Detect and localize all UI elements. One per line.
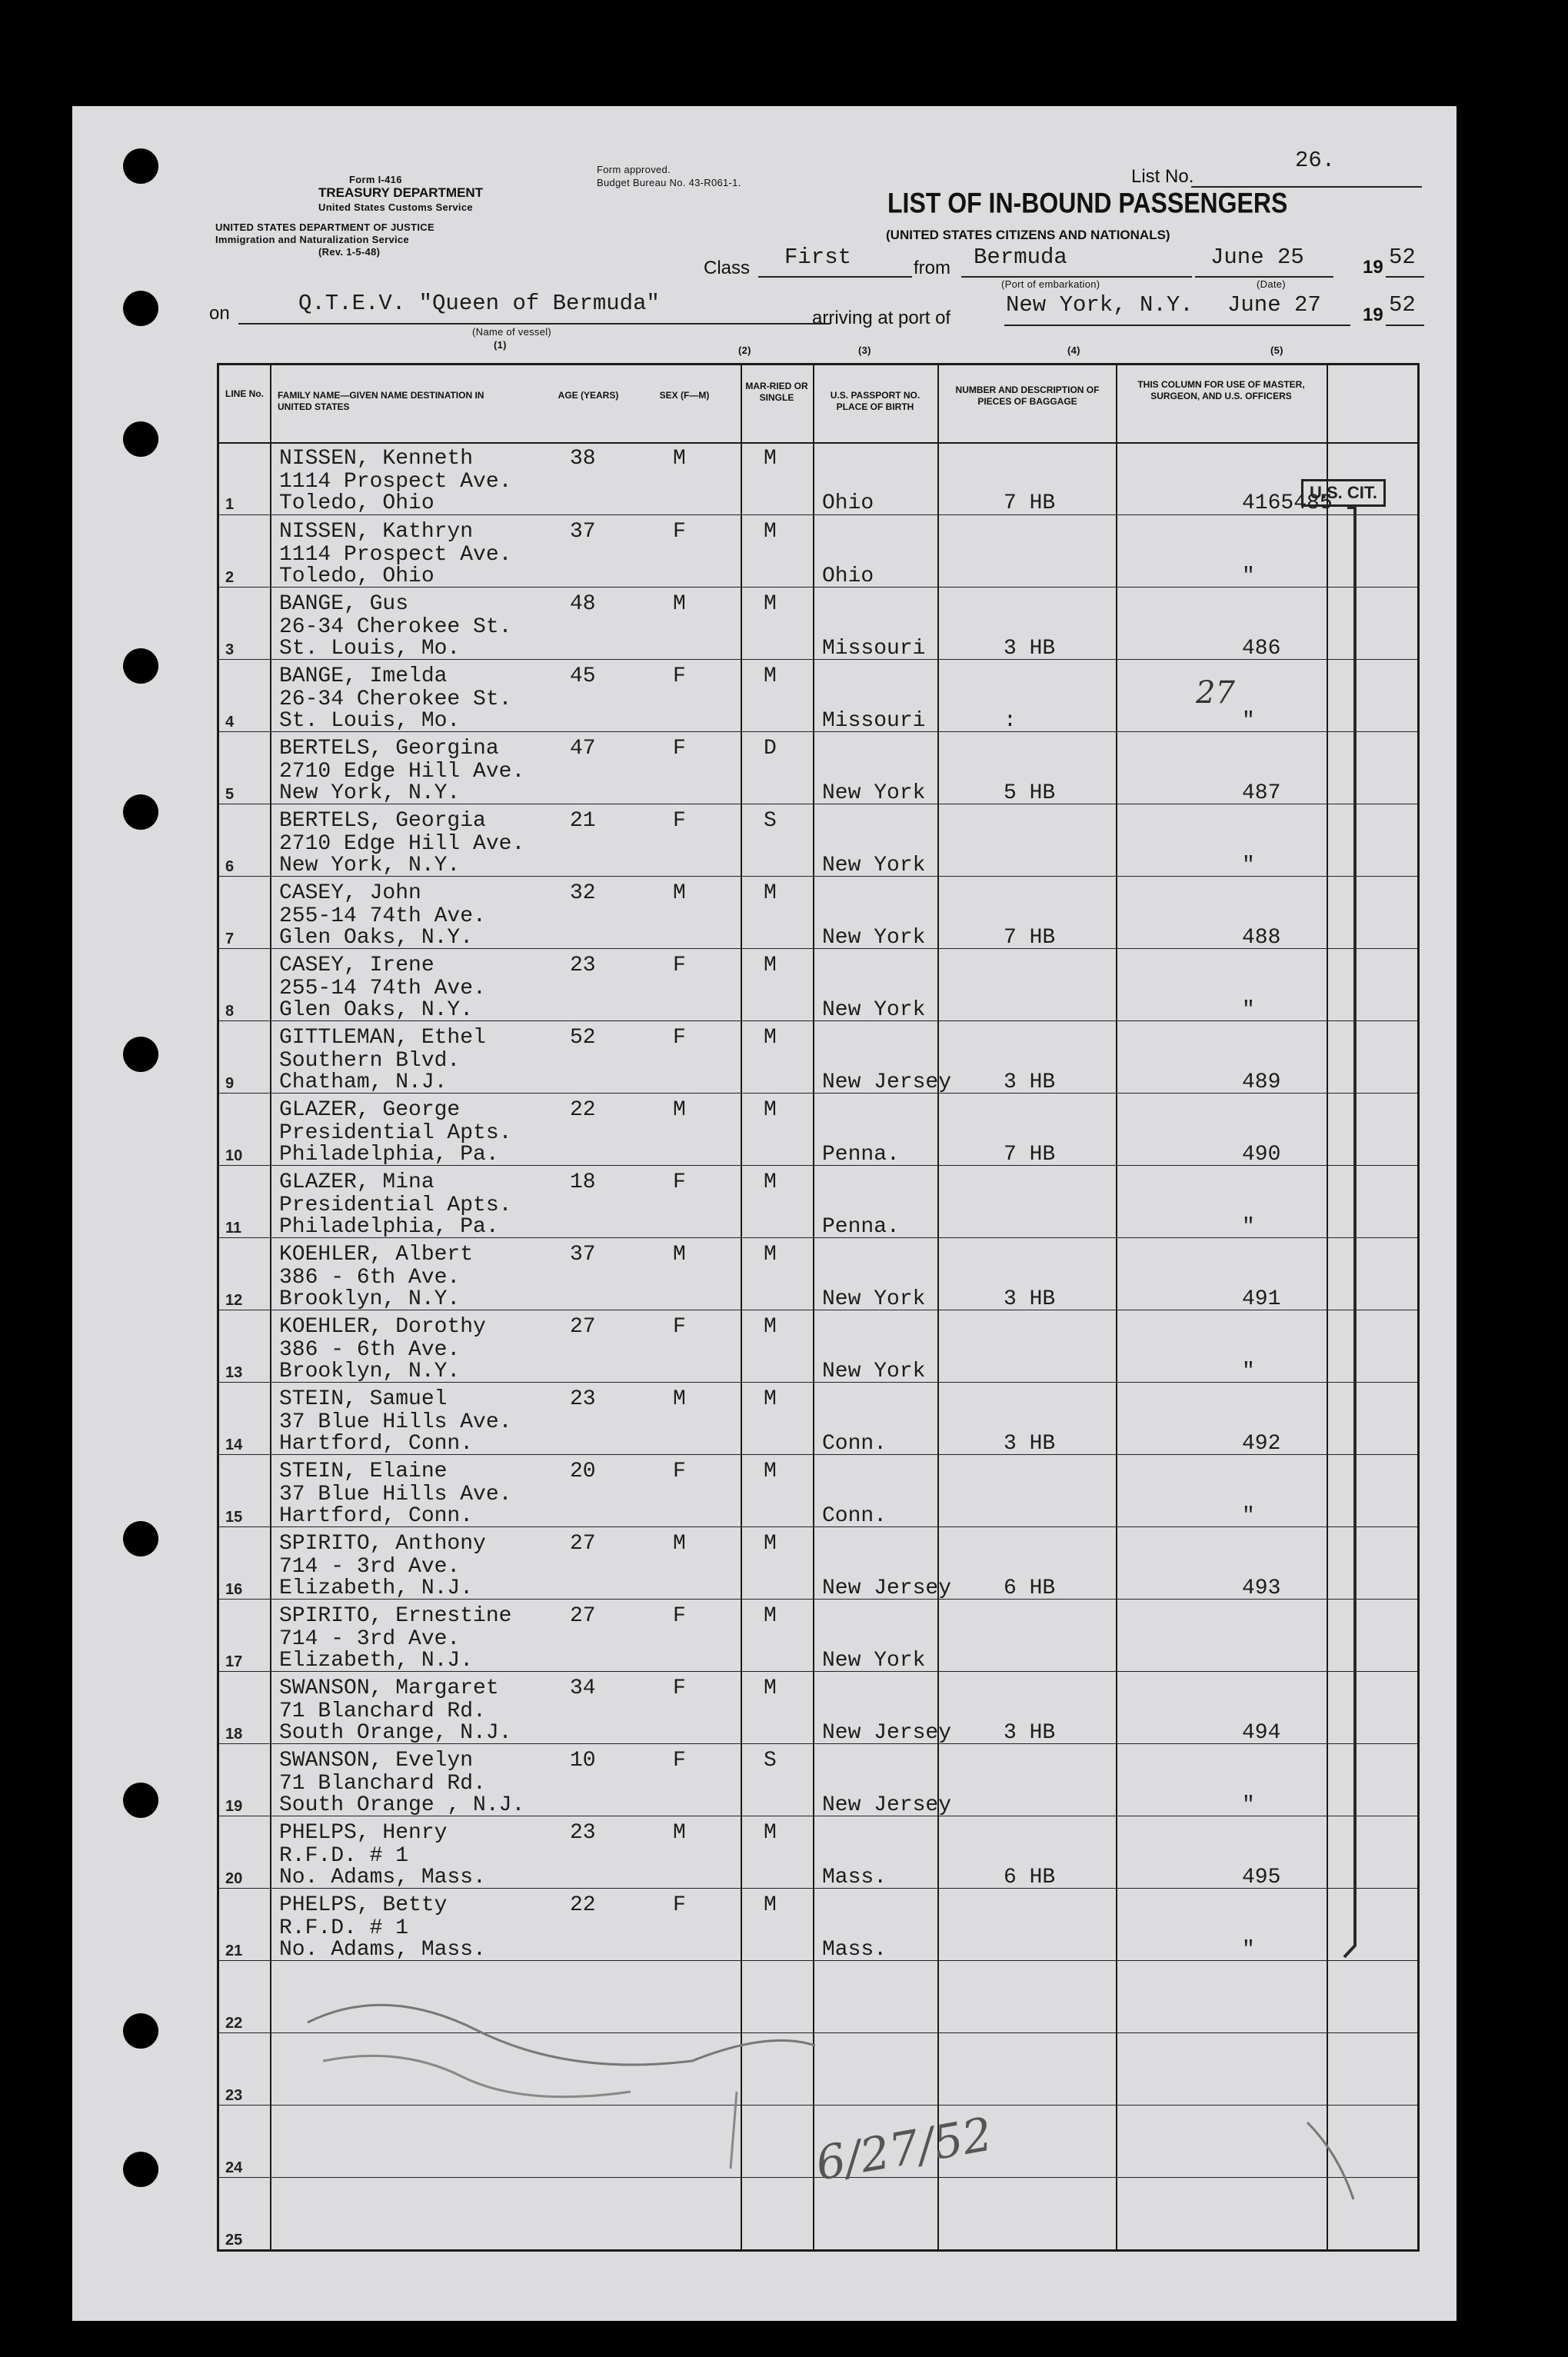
place-of-birth: Ohio	[822, 491, 874, 515]
passenger-age: 22	[570, 1098, 596, 1122]
line-number: 23	[225, 2087, 243, 2104]
officer-number: 493	[1242, 1576, 1281, 1600]
passenger-city: Chatham, N.J.	[279, 1070, 448, 1094]
passenger-name: BANGE, Imelda	[279, 664, 448, 688]
line-number: 4	[225, 714, 235, 731]
col-header-sex: SEX (F—M)	[659, 390, 710, 401]
marital-status: M	[764, 1893, 777, 1917]
passenger-sex: F	[673, 1315, 686, 1339]
arrival-year: 52	[1389, 292, 1416, 318]
place-of-birth: New York	[822, 1649, 926, 1673]
passenger-age: 48	[570, 592, 596, 616]
passenger-age: 23	[570, 1387, 596, 1411]
officer-number: 4165485	[1242, 491, 1333, 515]
line-number: 18	[225, 1726, 243, 1743]
marital-status: S	[764, 809, 777, 833]
table-row	[219, 587, 1417, 660]
passenger-address: 26-34 Cherokee St.	[279, 615, 512, 639]
marital-status: M	[764, 954, 777, 977]
passenger-address: 71 Blanchard Rd.	[279, 1772, 486, 1796]
vessel-name: Q.T.E.V. "Queen of Bermuda"	[298, 291, 660, 316]
passenger-address: 714 - 3rd Ave.	[279, 1627, 461, 1651]
col5-number: (5)	[1270, 345, 1283, 356]
line-number: 22	[225, 2015, 243, 2032]
passenger-age: 37	[570, 520, 596, 544]
passenger-address: 2710 Edge Hill Ave.	[279, 760, 525, 784]
passenger-city: Hartford, Conn.	[279, 1504, 474, 1528]
passenger-address: 71 Blanchard Rd.	[279, 1700, 486, 1723]
baggage: 7 HB	[1004, 1143, 1056, 1167]
passenger-city: Brooklyn, N.Y.	[279, 1287, 461, 1311]
baggage: 3 HB	[1004, 637, 1056, 661]
passenger-city: Philadelphia, Pa.	[279, 1215, 499, 1239]
table-row	[219, 2032, 1417, 2106]
officer-number: "	[1242, 1938, 1255, 1962]
form-title: LIST OF IN-BOUND PASSENGERS	[887, 187, 1288, 219]
customs-service: United States Customs Service	[318, 201, 473, 213]
marital-status: S	[764, 1749, 777, 1773]
baggage: :	[1004, 709, 1017, 733]
place-of-birth: New York	[822, 1360, 926, 1383]
form-subtitle: (UNITED STATES CITIZENS AND NATIONALS)	[886, 228, 1170, 242]
passenger-age: 22	[570, 1893, 596, 1917]
passenger-age: 23	[570, 954, 596, 977]
table-row	[219, 1093, 1417, 1166]
officer-number: 487	[1242, 781, 1281, 805]
officer-number: "	[1242, 1360, 1255, 1383]
table-row	[219, 1020, 1417, 1094]
officer-number: 491	[1242, 1287, 1281, 1311]
place-of-birth: Missouri	[822, 709, 926, 733]
passenger-age: 52	[570, 1026, 596, 1050]
officer-number: "	[1242, 1793, 1255, 1817]
passenger-address: R.F.D. # 1	[279, 1916, 409, 1940]
passenger-age: 34	[570, 1676, 596, 1700]
punch-hole	[123, 1783, 158, 1818]
col-header-married: MAR-RIED OR SINGLE	[745, 381, 808, 403]
table-row	[219, 659, 1417, 732]
baggage: 7 HB	[1004, 491, 1056, 515]
line-number: 6	[225, 858, 235, 875]
line-number: 7	[225, 930, 235, 947]
col4-number: (4)	[1067, 345, 1080, 356]
table-row	[219, 1671, 1417, 1744]
marital-status: M	[764, 1315, 777, 1339]
line-number: 25	[225, 2232, 243, 2249]
officer-number: 489	[1242, 1070, 1281, 1094]
passenger-age: 27	[570, 1532, 596, 1556]
date-caption: (Date)	[1257, 278, 1286, 290]
line-number: 8	[225, 1003, 235, 1020]
passenger-name: STEIN, Elaine	[279, 1460, 448, 1483]
table-row	[219, 1382, 1417, 1455]
passenger-city: South Orange , N.J.	[279, 1793, 525, 1817]
passenger-name: GITTLEMAN, Ethel	[279, 1026, 486, 1050]
table-row	[219, 1888, 1417, 1961]
handwritten-27: 27	[1196, 675, 1235, 711]
line-number: 20	[225, 1870, 243, 1887]
place-of-birth: New York	[822, 926, 926, 950]
baggage: 3 HB	[1004, 1287, 1056, 1311]
table-row	[219, 2177, 1417, 2250]
passenger-name: PHELPS, Betty	[279, 1893, 448, 1917]
place-of-birth: New Jersey	[822, 1576, 952, 1600]
place-of-birth: Conn.	[822, 1504, 887, 1528]
punch-hole	[123, 421, 158, 457]
passenger-name: NISSEN, Kathryn	[279, 520, 474, 544]
depart-date: June 25	[1210, 245, 1304, 270]
passenger-name: GLAZER, George	[279, 1098, 461, 1122]
embark-caption: (Port of embarkation)	[1001, 278, 1100, 290]
embark-port: Bermuda	[974, 245, 1067, 270]
us-cit-stamp: U.S. CIT.	[1301, 479, 1386, 507]
place-of-birth: New Jersey	[822, 1070, 952, 1094]
line-number: 13	[225, 1364, 243, 1381]
passenger-address: 1114 Prospect Ave.	[279, 543, 512, 567]
marital-status: M	[764, 1243, 777, 1267]
line-number: 12	[225, 1292, 243, 1309]
passenger-name: BERTELS, Georgia	[279, 809, 486, 833]
officer-number: 490	[1242, 1143, 1281, 1167]
passenger-sex: M	[673, 881, 686, 905]
passenger-name: BANGE, Gus	[279, 592, 409, 616]
passenger-address: 255-14 74th Ave.	[279, 977, 486, 1000]
officer-number: 495	[1242, 1866, 1281, 1889]
col1-caption: (1)	[494, 339, 507, 351]
passenger-city: Elizabeth, N.J.	[279, 1576, 474, 1600]
passenger-age: 37	[570, 1243, 596, 1267]
passenger-sex: F	[673, 1604, 686, 1628]
line-number: 10	[225, 1147, 243, 1164]
line-number: 3	[225, 641, 235, 658]
line-number: 9	[225, 1075, 235, 1092]
col-header-passport: U.S. PASSPORT NO. PLACE OF BIRTH	[830, 390, 920, 412]
table-row	[219, 1743, 1417, 1816]
passenger-city: Hartford, Conn.	[279, 1432, 474, 1456]
place-of-birth: New Jersey	[822, 1793, 952, 1817]
justice-dept: UNITED STATES DEPARTMENT OF JUSTICE	[215, 221, 434, 233]
passenger-name: NISSEN, Kenneth	[279, 447, 474, 471]
passenger-sex: F	[673, 737, 686, 761]
line-number: 11	[225, 1220, 242, 1237]
passenger-sex: F	[673, 1170, 686, 1194]
passenger-city: Toledo, Ohio	[279, 491, 434, 515]
class-value: First	[784, 245, 852, 270]
passenger-address: 26-34 Cherokee St.	[279, 687, 512, 711]
marital-status: M	[764, 1676, 777, 1700]
treasury-dept: TREASURY DEPARTMENT	[318, 185, 484, 200]
line-number: 21	[225, 1943, 243, 1959]
line-number: 5	[225, 786, 235, 803]
marital-status: M	[764, 1098, 777, 1122]
passenger-sex: M	[673, 1098, 686, 1122]
passenger-name: PHELPS, Henry	[279, 1821, 448, 1845]
passenger-sex: M	[673, 1387, 686, 1411]
punch-hole	[123, 648, 158, 684]
line-number: 19	[225, 1798, 243, 1815]
passenger-name: SWANSON, Margaret	[279, 1676, 499, 1700]
passenger-name: KOEHLER, Albert	[279, 1243, 474, 1267]
on-label: on	[209, 303, 230, 324]
punch-hole	[123, 2013, 158, 2049]
passenger-table	[217, 363, 1420, 2252]
officer-number: "	[1242, 1215, 1255, 1239]
from-label: from	[914, 258, 950, 278]
passenger-name: SPIRITO, Ernestine	[279, 1604, 512, 1628]
line-number: 2	[225, 569, 235, 586]
marital-status: M	[764, 881, 777, 905]
passenger-age: 45	[570, 664, 596, 688]
marital-status: M	[764, 520, 777, 544]
baggage: 6 HB	[1004, 1576, 1056, 1600]
punch-hole	[123, 794, 158, 830]
officer-number: "	[1242, 854, 1255, 877]
punch-hole	[123, 1037, 158, 1072]
passenger-sex: F	[673, 1460, 686, 1483]
table-row	[219, 1526, 1417, 1600]
marital-status: M	[764, 1460, 777, 1483]
table-row	[219, 1165, 1417, 1238]
passenger-age: 32	[570, 881, 596, 905]
marital-status: M	[764, 664, 777, 688]
arrival-year-prefix: 19	[1363, 305, 1383, 325]
line-number: 14	[225, 1437, 243, 1453]
form-revision: (Rev. 1-5-48)	[318, 246, 381, 258]
passenger-name: SWANSON, Evelyn	[279, 1749, 474, 1773]
marital-status: D	[764, 737, 777, 761]
ins-service: Immigration and Naturalization Service	[215, 234, 409, 245]
passenger-sex: F	[673, 1026, 686, 1050]
passenger-name: CASEY, Irene	[279, 954, 434, 977]
passenger-address: 255-14 74th Ave.	[279, 904, 486, 928]
baggage: 7 HB	[1004, 926, 1056, 950]
place-of-birth: Mass.	[822, 1866, 887, 1889]
passenger-age: 27	[570, 1604, 596, 1628]
passenger-name: STEIN, Samuel	[279, 1387, 448, 1411]
officer-number: "	[1242, 998, 1255, 1022]
marital-status: M	[764, 592, 777, 616]
punch-hole	[123, 1521, 158, 1556]
punch-hole	[123, 291, 158, 326]
officer-number: 486	[1242, 637, 1281, 661]
passenger-city: No. Adams, Mass.	[279, 1866, 486, 1889]
passenger-address: Presidential Apts.	[279, 1121, 512, 1145]
table-row	[219, 1599, 1417, 1672]
table-row	[219, 442, 1417, 514]
punch-hole	[123, 148, 158, 184]
budget-bureau: Budget Bureau No. 43-R061-1.	[597, 177, 741, 188]
class-label: Class	[704, 258, 751, 278]
place-of-birth: New York	[822, 854, 926, 877]
punch-hole	[123, 2152, 158, 2187]
place-of-birth: Conn.	[822, 1432, 887, 1456]
passenger-address: 386 - 6th Ave.	[279, 1266, 461, 1290]
passenger-city: South Orange, N.J.	[279, 1721, 512, 1745]
passenger-sex: F	[673, 1893, 686, 1917]
marital-status: M	[764, 1026, 777, 1050]
passenger-city: St. Louis, Mo.	[279, 637, 461, 661]
arrival-date: June 27	[1227, 292, 1321, 318]
passenger-sex: F	[673, 954, 686, 977]
passenger-age: 18	[570, 1170, 596, 1194]
place-of-birth: Mass.	[822, 1938, 887, 1962]
officer-number: "	[1242, 709, 1255, 733]
place-of-birth: Ohio	[822, 564, 874, 588]
place-of-birth: New Jersey	[822, 1721, 952, 1745]
passenger-address: 714 - 3rd Ave.	[279, 1555, 461, 1579]
marital-status: M	[764, 1604, 777, 1628]
passenger-name: BERTELS, Georgina	[279, 737, 499, 761]
passenger-sex: M	[673, 592, 686, 616]
passenger-city: Philadelphia, Pa.	[279, 1143, 499, 1167]
passenger-sex: F	[673, 1749, 686, 1773]
marital-status: M	[764, 1821, 777, 1845]
line-number: 16	[225, 1581, 243, 1598]
marital-status: M	[764, 1532, 777, 1556]
depart-year: 52	[1389, 245, 1416, 270]
passenger-address: Southern Blvd.	[279, 1049, 461, 1073]
col-header-line-no: LINE No.	[225, 388, 264, 399]
passenger-sex: F	[673, 1676, 686, 1700]
passenger-address: 37 Blue Hills Ave.	[279, 1483, 512, 1506]
table-row	[219, 876, 1417, 949]
col-header-officers: THIS COLUMN FOR USE OF MASTER, SURGEON, AND U.S. OFFICERS	[1137, 379, 1305, 401]
passenger-city: St. Louis, Mo.	[279, 709, 461, 733]
col-header-name: FAMILY NAME—GIVEN NAME DESTINATION IN UNITED STATES	[278, 390, 484, 412]
list-no-label: List No.	[1131, 166, 1194, 187]
baggage: 3 HB	[1004, 1721, 1056, 1745]
passenger-address: R.F.D. # 1	[279, 1844, 409, 1868]
passenger-city: New York, N.Y.	[279, 781, 461, 805]
officer-number: "	[1242, 564, 1255, 588]
place-of-birth: New York	[822, 781, 926, 805]
passenger-age: 20	[570, 1460, 596, 1483]
table-row	[219, 1454, 1417, 1527]
passenger-name: GLAZER, Mina	[279, 1170, 434, 1194]
col2-number: (2)	[738, 345, 751, 356]
passenger-sex: F	[673, 664, 686, 688]
table-row	[219, 514, 1417, 588]
passenger-name: SPIRITO, Anthony	[279, 1532, 486, 1556]
place-of-birth: Penna.	[822, 1215, 900, 1239]
passenger-sex: M	[673, 447, 686, 471]
year-prefix: 19	[1363, 257, 1383, 278]
col-header-age: AGE (YEARS)	[558, 390, 619, 401]
place-of-birth: Missouri	[822, 637, 926, 661]
handwritten-date: 6/27/52	[811, 2107, 997, 2192]
table-row	[219, 804, 1417, 877]
place-of-birth: New York	[822, 1287, 926, 1311]
table-row	[219, 1237, 1417, 1310]
marital-status: M	[764, 1170, 777, 1194]
form-number: Form I-416	[349, 174, 402, 185]
officer-number: 488	[1242, 926, 1281, 950]
baggage: 3 HB	[1004, 1432, 1056, 1456]
baggage: 3 HB	[1004, 1070, 1056, 1094]
passenger-address: 1114 Prospect Ave.	[279, 470, 512, 494]
passenger-age: 47	[570, 737, 596, 761]
form-approved: Form approved.	[597, 164, 671, 175]
passenger-age: 10	[570, 1749, 596, 1773]
passenger-sex: M	[673, 1821, 686, 1845]
officer-number: "	[1242, 1504, 1255, 1528]
passenger-city: No. Adams, Mass.	[279, 1938, 486, 1962]
line-number: 17	[225, 1653, 243, 1670]
place-of-birth: New York	[822, 998, 926, 1022]
passenger-city: Toledo, Ohio	[279, 564, 434, 588]
place-of-birth: Penna.	[822, 1143, 900, 1167]
arrival-port: New York, N.Y.	[1006, 292, 1193, 318]
passenger-city: New York, N.Y.	[279, 854, 461, 877]
table-row	[219, 1310, 1417, 1383]
passenger-address: 386 - 6th Ave.	[279, 1338, 461, 1362]
line-number: 24	[225, 2159, 243, 2176]
table-row	[219, 948, 1417, 1021]
col-header-baggage: NUMBER AND DESCRIPTION OF PIECES OF BAGGAGE	[955, 385, 1100, 407]
passenger-sex: M	[673, 1532, 686, 1556]
marital-status: M	[764, 447, 777, 471]
passenger-city: Glen Oaks, N.Y.	[279, 998, 474, 1022]
vessel-caption: (Name of vessel)	[472, 326, 552, 338]
table-row	[219, 731, 1417, 804]
arriving-label: arriving at port of	[812, 308, 951, 328]
passenger-address: 2710 Edge Hill Ave.	[279, 832, 525, 856]
officer-number: 494	[1242, 1721, 1281, 1745]
passenger-age: 38	[570, 447, 596, 471]
officer-number: 492	[1242, 1432, 1281, 1456]
col3-number: (3)	[858, 345, 871, 356]
baggage: 5 HB	[1004, 781, 1056, 805]
passenger-city: Elizabeth, N.J.	[279, 1649, 474, 1673]
passenger-sex: F	[673, 520, 686, 544]
list-number: 26.	[1295, 148, 1336, 173]
passenger-address: 37 Blue Hills Ave.	[279, 1410, 512, 1434]
passenger-address: Presidential Apts.	[279, 1193, 512, 1217]
passenger-age: 21	[570, 809, 596, 833]
passenger-city: Glen Oaks, N.Y.	[279, 926, 474, 950]
line-number: 15	[225, 1509, 243, 1526]
passenger-age: 23	[570, 1821, 596, 1845]
passenger-sex: F	[673, 809, 686, 833]
line-number: 1	[225, 496, 235, 513]
passenger-name: CASEY, John	[279, 881, 421, 905]
table-row	[219, 1960, 1417, 2033]
passenger-city: Brooklyn, N.Y.	[279, 1360, 461, 1383]
marital-status: M	[764, 1387, 777, 1411]
table-row	[219, 1816, 1417, 1889]
baggage: 6 HB	[1004, 1866, 1056, 1889]
passenger-age: 27	[570, 1315, 596, 1339]
passenger-name: KOEHLER, Dorothy	[279, 1315, 486, 1339]
passenger-sex: M	[673, 1243, 686, 1267]
